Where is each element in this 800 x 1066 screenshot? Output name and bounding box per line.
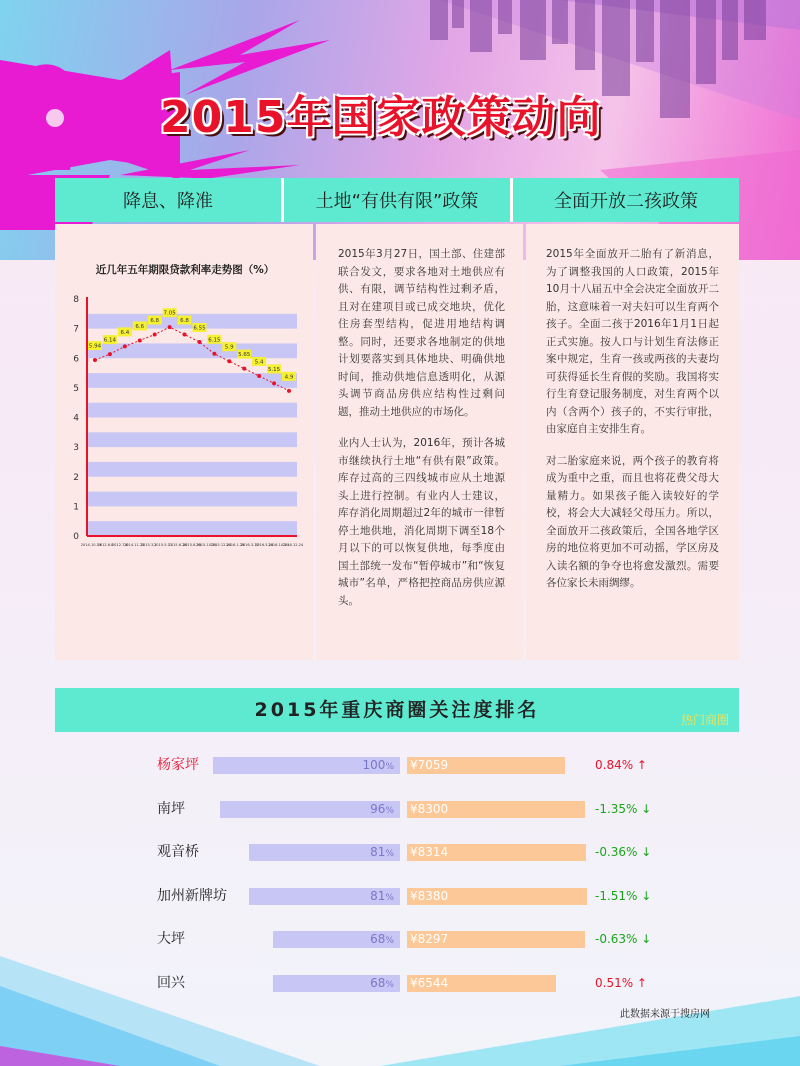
attention-bar [273,931,400,948]
attention-value: 96 [370,801,386,816]
attention-unit: % [385,762,394,772]
y-tick-label: 1 [73,502,79,513]
data-label: 6.6 [135,323,145,330]
data-label: 6.55 [193,325,206,332]
attention-unit: % [385,805,394,816]
section-headers [55,178,739,222]
two-child-policy-panel [526,224,739,660]
data-label: 5.65 [238,352,251,359]
hot-area-tag: 热门商圈 [680,713,729,727]
x-tick-label: 2015.6.28 [168,543,187,547]
x-tick-label: 2012.6.8 [97,543,114,547]
x-tick-label: 2015.10.24 [196,543,217,547]
area-name: 加州新牌坊 [157,887,227,904]
price-change: 0.84% ↑ [595,758,647,772]
chart-band [87,403,297,418]
x-tick-label: 2015.3.1 [140,543,157,547]
ranking-row [0,842,800,862]
attention-bar [249,888,400,905]
area-name: 回兴 [157,974,185,991]
chart-band [87,492,297,507]
chart-band [87,314,297,332]
area-name: 杨家坪 [157,757,199,773]
attention-value: 81 [370,845,386,859]
section-panels [55,224,739,660]
data-point [197,340,201,344]
y-tick-label: 0 [73,532,79,542]
data-label: 5.94 [88,343,102,350]
x-tick-label: 2015.5.11 [153,543,173,547]
price-bar: ¥8300 [407,801,585,818]
chart-band [87,521,297,536]
data-point [242,367,246,371]
chart-band [87,343,297,358]
price-change: 0.51% ↑ [595,975,647,990]
land-policy-panel [316,224,523,660]
data-label: 4.9 [284,374,294,381]
price-change: -0.36% ↓ [595,845,652,859]
y-tick-label: 8 [73,295,79,305]
rate-chart-panel [55,224,313,660]
price-bar: ¥7059 [407,757,565,774]
data-point [153,333,157,337]
attention-value: 68 [370,932,386,946]
heading-two-child-policy: 全面开放二孩政策 [513,178,739,222]
attention-bar [249,844,400,861]
data-point [168,325,172,329]
land-policy-paragraph: 业内人士认为，2016年，预计各城市继续执行土地“有供有限”政策。库存过高的三四线城市应从土地源头上进行控制。有业内人士建议，库存消化周期超过2年的城市一律暂停土地供地，消化周期下调至18个月以下的可以恢复供地，每季度由国土部统一发布“暂停城市”和“恢复城市”名单，严格把控商品房供应源头。 [338,437,505,607]
x-tick-label: 2015.8.26 [182,543,202,547]
y-tick-label: 2 [73,472,79,483]
y-tick-label: 7 [73,324,79,335]
data-point [93,358,97,362]
attention-bar [213,757,400,774]
data-label: 6.4 [120,329,130,336]
chart-band [87,432,297,447]
heading-rate-cut: 降息、降准 [55,178,281,222]
attention-bar [273,975,400,992]
x-tick-label: 2014.11.22 [123,543,145,547]
area-name: 大坪 [157,931,185,947]
x-tick-label: 2014.10.19 [80,543,102,547]
ranking-row [0,973,800,993]
y-tick-label: 4 [73,413,79,424]
data-label: 6.15 [208,337,221,344]
chart-title: 近几年五年期限贷款利率走势图（%） [95,264,275,276]
area-name: 南坪 [157,800,185,817]
attention-unit: % [385,849,394,859]
y-tick-label: 3 [73,443,79,454]
x-tick-label: 2015.12.24 [210,543,232,547]
attention-value: 100 [362,758,386,772]
ranking-row [0,886,800,906]
x-tick-label: 2016.10.24 [268,543,289,547]
land-policy-paragraph: 2015年3月27日，国土部、住建部联合发文，要求各地对土地供应有供、有限，调节结构性过剩矛盾，且对在建项目或已成交地块，优化住房套型结构，促进用地结构调整。同时，还要求各地制定的供地计划要落实到具体地块、明确供地时间，推动供地信息透明化，从源头调节商品房供应结构性过剩问题，推动土地供应的市场化。 [338,248,505,418]
x-tick-label: 2012.7.6 [111,543,128,547]
data-point [212,352,216,356]
data-point [257,374,261,378]
price-bar: ¥8314 [407,844,586,861]
data-label: 6.14 [103,337,117,344]
data-point [227,359,231,363]
data-label: 5.15 [267,366,281,373]
attention-value: 68 [370,975,386,990]
ranking-title: 2015年重庆商圈关注度排名 [254,699,540,721]
data-label: 7.05 [163,310,176,317]
heading-land-policy: 土地“有供有限”政策 [284,178,510,222]
price-change: -1.35% ↓ [595,801,652,816]
x-tick-label: 2016.3.12 [240,543,259,547]
data-point [138,338,142,342]
data-point [183,333,187,337]
data-point [123,344,127,348]
attention-unit: % [385,892,394,903]
chart-band [87,462,297,477]
price-change: -0.63% ↓ [595,932,652,946]
attention-value: 81 [370,888,386,903]
data-point [108,352,112,356]
data-label: 6.8 [180,318,189,325]
data-point [272,381,276,385]
price-bar: ¥6544 [407,975,556,992]
chart-band [87,373,297,388]
ranking-row [0,755,800,775]
x-tick-label: 2016.1.25 [226,543,245,547]
attention-bar [220,801,400,818]
source-note: 此数据来源于搜房网 [620,1009,710,1020]
two-child-paragraph: 对二胎家庭来说，两个孩子的教育将成为重中之重，而且也将花费父母大量精力。如果孩子能入读较好的学校，将会大大减轻父母压力。所以，全面放开二孩政策后，全国各地学区房的地位将更加不可动摇，学区房及入读名额的争夺也将愈发激烈。需要各位家长未雨绸缪。 [546,454,719,589]
title-area [160,78,680,148]
data-label: 5.4 [254,359,264,366]
area-name: 观音桥 [157,844,199,860]
ranking-header [55,688,739,732]
attention-unit: % [385,936,394,946]
y-tick-label: 5 [73,383,79,394]
data-label: 5.9 [224,344,234,351]
page-title: 2015年国家政策动向 [160,92,602,143]
data-label: 6.8 [150,318,160,325]
two-child-paragraph: 2015年全面放开二胎有了新消息，为了调整我国的人口政策，2015年10月十八届五中全会决定全面放开二胎，这意味着一对夫妇可以生育两个孩子。全面二孩于2016年1月1日起正式实施。按人口与计划生育法修正案中规定，生育一孩或两孩的夫妻均可获得延长生育假的奖励。我国将实行生育登记服务制度，对生育两个以内（含两个）孩子的，不实行审批，由家庭自主安排生育。 [546,248,719,435]
attention-unit: % [385,979,394,990]
y-tick-label: 6 [73,354,79,365]
x-tick-label: 2016.5.24 [254,543,274,547]
price-bar: ¥8297 [407,931,585,948]
price-change: -1.51% ↓ [595,888,652,903]
price-bar: ¥8380 [407,888,587,905]
ranking-row [0,929,800,949]
x-tick-label: 2016.12.24 [282,543,304,547]
ranking-row [0,799,800,819]
rate-line-chart [55,224,313,660]
data-point [287,389,291,393]
